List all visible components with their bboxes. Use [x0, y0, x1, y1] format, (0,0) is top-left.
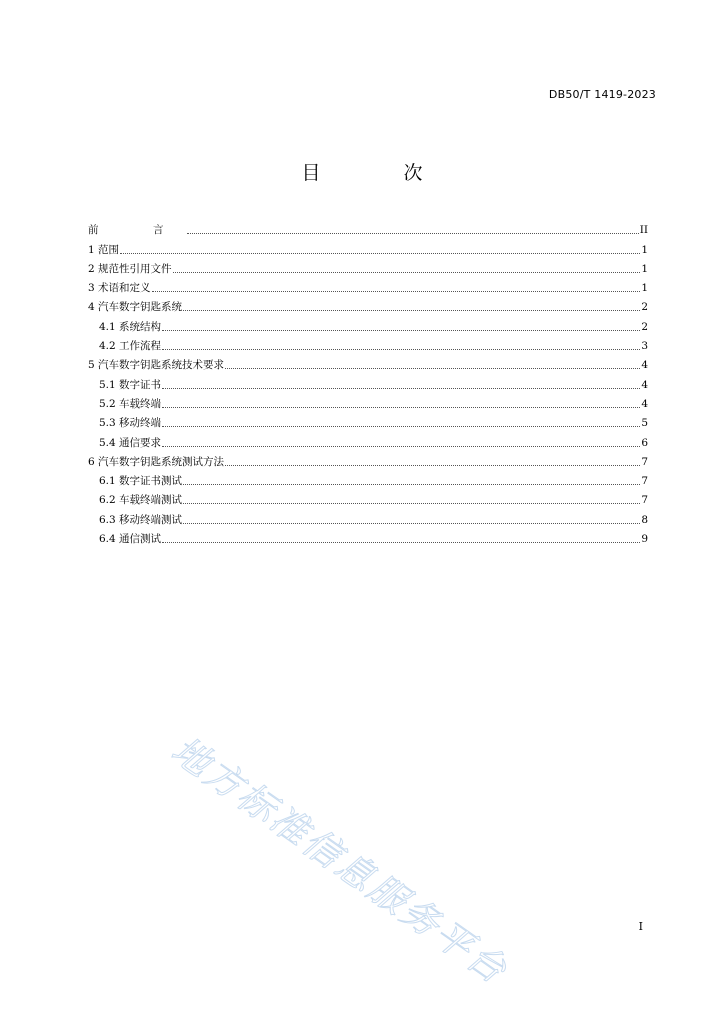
toc-entry-label: 6 汽车数字钥匙系统测试方法: [88, 455, 225, 468]
toc-entry-5-4[interactable]: [88, 430, 648, 449]
toc-leader-dots: [162, 426, 640, 427]
page-number: I: [638, 920, 643, 933]
toc-entry-6[interactable]: [88, 450, 648, 469]
document-code: DB50/T 1419-2023: [548, 88, 656, 101]
toc-leader-dots: [120, 253, 640, 254]
toc-entry-2[interactable]: [88, 257, 648, 276]
toc-entry-page: 1: [641, 243, 648, 256]
toc-entry-label: 4.1 系统结构: [99, 320, 162, 333]
toc-leader-dots: [162, 446, 640, 447]
toc-entry-4-1[interactable]: [88, 314, 648, 333]
toc-entry-label: 5.2 车载终端: [99, 397, 162, 410]
toc-entry-page: 7: [641, 494, 648, 507]
toc-leader-dots: [183, 523, 640, 524]
toc-entry-label: 6.1 数字证书测试: [99, 475, 183, 488]
toc-entry-page: 1: [641, 262, 648, 275]
toc-entry-3[interactable]: [88, 276, 648, 295]
toc-entry-label: 4 汽车数字钥匙系统: [88, 301, 183, 314]
toc-entry-label: 5.3 移动终端: [99, 417, 162, 430]
toc-entry-label: 6.3 移动终端测试: [99, 513, 183, 526]
toc-entry-label: 3 术语和定义: [88, 282, 151, 295]
toc-leader-dots: [162, 388, 640, 389]
toc-entry-4-2[interactable]: [88, 334, 648, 353]
toc-entry-page: 4: [641, 397, 648, 410]
toc-entry-page: II: [639, 224, 648, 237]
toc-entry-label: 4.2 工作流程: [99, 340, 162, 353]
toc-entry-label: 6.4 通信测试: [99, 533, 162, 546]
toc-leader-dots: [187, 233, 639, 234]
toc-entry-label: 5.4 通信要求: [99, 436, 162, 449]
toc-entry-5[interactable]: [88, 353, 648, 372]
toc-entry-label: 5 汽车数字钥匙系统技术要求: [88, 359, 225, 372]
toc-entry-label: 5.1 数字证书: [99, 378, 162, 391]
toc-entry-5-2[interactable]: [88, 392, 648, 411]
toc-entry-label: 前 言: [88, 224, 186, 237]
toc-leader-dots: [162, 330, 640, 331]
toc-leader-dots: [162, 349, 640, 350]
toc-leader-dots: [152, 291, 641, 292]
toc-title: 目 次: [301, 162, 455, 184]
toc-leader-dots: [173, 272, 641, 273]
toc-leader-dots: [183, 484, 640, 485]
toc-entry-preface[interactable]: [88, 218, 648, 237]
toc-entry-page: 6: [641, 436, 648, 449]
toc-entry-label: 1 范围: [88, 243, 120, 256]
toc-entry-page: 4: [641, 378, 648, 391]
toc-entry-6-1[interactable]: [88, 469, 648, 488]
toc-entry-page: 3: [641, 340, 648, 353]
toc-leader-dots: [162, 542, 640, 543]
watermark: 地方标准信息服务平台: [163, 728, 516, 993]
toc-entry-page: 7: [641, 455, 648, 468]
toc-entry-5-3[interactable]: [88, 411, 648, 430]
toc-entry-page: 1: [641, 282, 648, 295]
toc-leader-dots: [162, 407, 640, 408]
toc-entry-6-4[interactable]: [88, 527, 648, 546]
toc-entry-5-1[interactable]: [88, 372, 648, 391]
toc-entry-label: 2 规范性引用文件: [88, 262, 172, 275]
toc-entry-page: 4: [641, 359, 648, 372]
toc-entry-page: 2: [641, 320, 648, 333]
toc-leader-dots: [225, 368, 640, 369]
toc-entry-page: 8: [641, 513, 648, 526]
toc-entry-label: 6.2 车载终端测试: [99, 494, 183, 507]
toc-entry-page: 9: [641, 533, 648, 546]
toc-leader-dots: [225, 465, 640, 466]
toc-entry-6-3[interactable]: [88, 507, 648, 526]
toc-leader-dots: [183, 503, 640, 504]
toc-entry-page: 7: [641, 475, 648, 488]
toc-entry-page: 2: [641, 301, 648, 314]
toc-entry-1[interactable]: [88, 237, 648, 256]
toc-entry-6-2[interactable]: [88, 488, 648, 507]
toc-entry-page: 5: [641, 417, 648, 430]
toc-leader-dots: [183, 310, 640, 311]
toc-entry-4[interactable]: [88, 295, 648, 314]
table-of-contents: [88, 218, 648, 546]
